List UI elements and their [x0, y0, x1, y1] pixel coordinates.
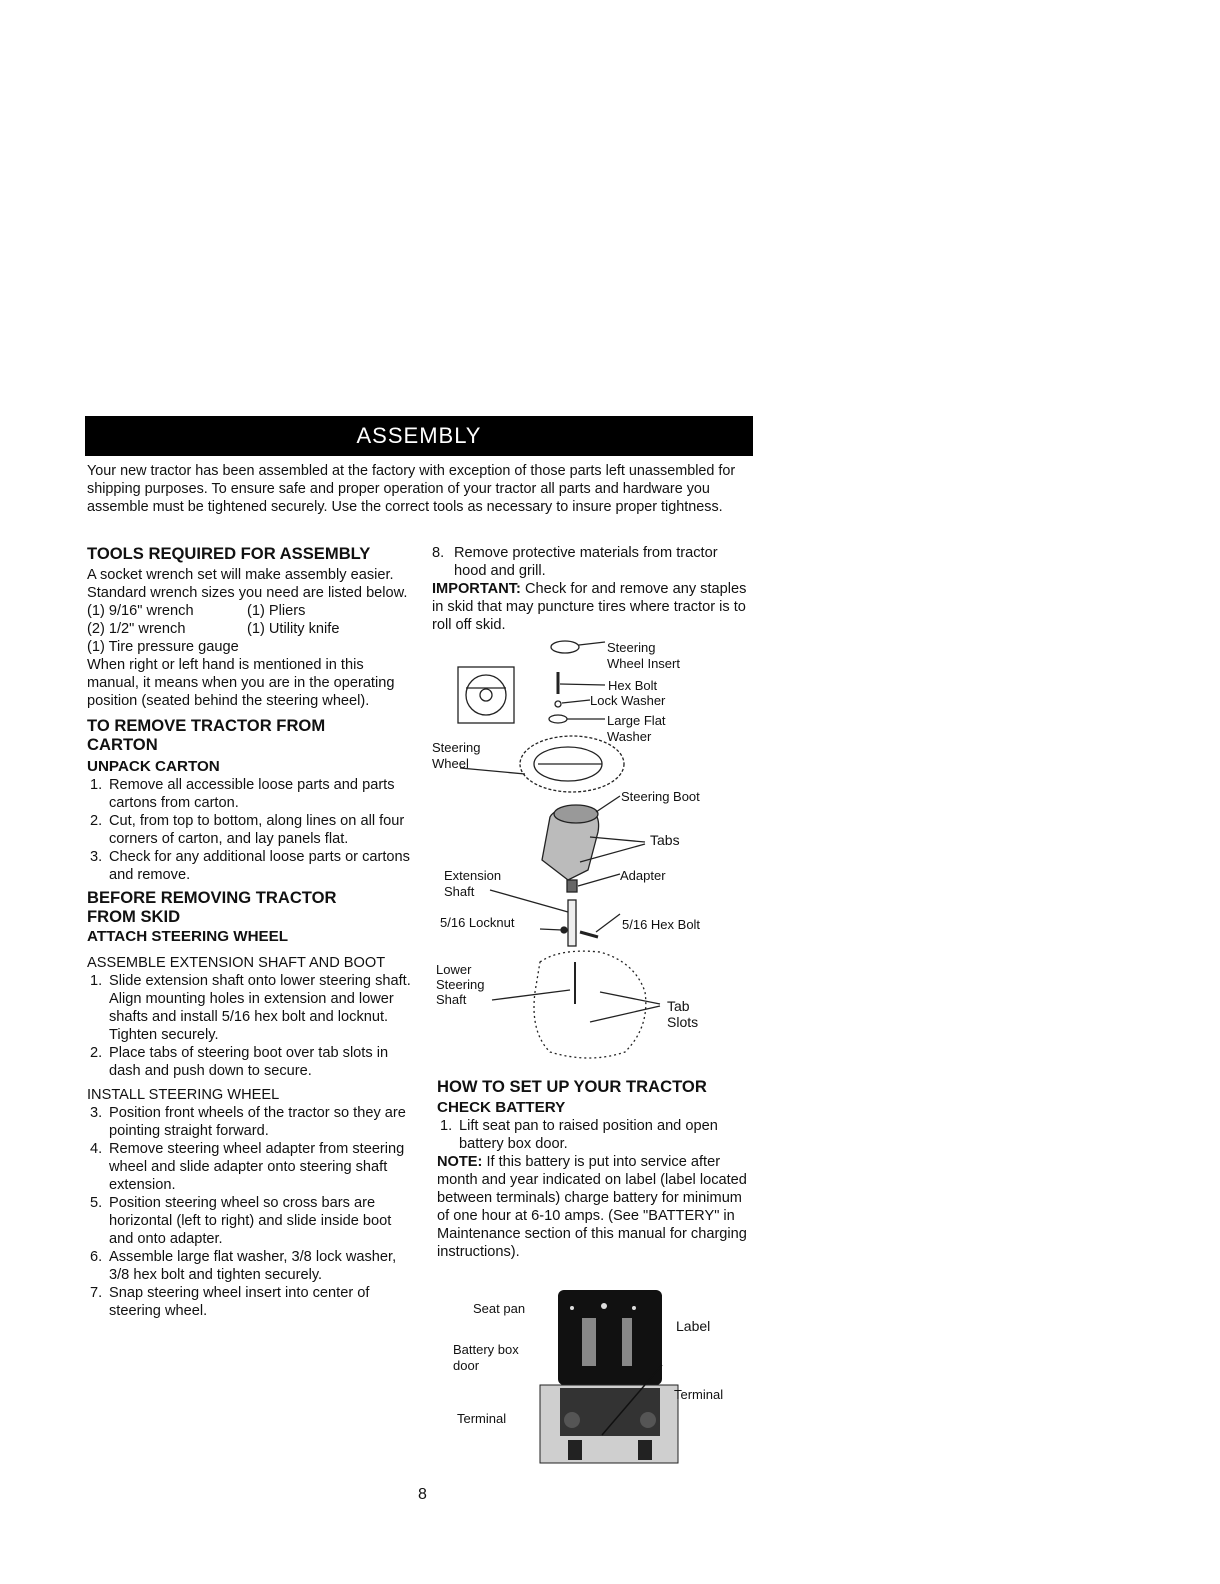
- tools-list: [87, 602, 412, 638]
- hand-note: When right or left hand is mentioned in this manual, it means when you are in the operating position (seated behind the steering wheel).: [87, 657, 395, 709]
- battery-heading: CHECK BATTERY: [437, 1099, 566, 1116]
- install-subheading: INSTALL STEERING WHEEL: [87, 1087, 280, 1103]
- label-locknut: 5/16 Locknut: [440, 915, 515, 930]
- tool-item: (1) 9/16" wrench: [87, 603, 194, 619]
- unpack-steps: [87, 776, 412, 884]
- label-large-flat-washer: Large Flat Washer: [607, 713, 666, 744]
- label-hex-bolt-516: 5/16 Hex Bolt: [622, 917, 701, 932]
- battery-diagram: [530, 1290, 690, 1475]
- label-label: Label: [676, 1318, 711, 1334]
- list-item: 3. Check for any additional loose parts or cartons and remove.: [90, 849, 410, 883]
- page-number: 8: [418, 1486, 427, 1503]
- setup-heading: HOW TO SET UP YOUR TRACTOR: [437, 1077, 707, 1096]
- right-column-top: [432, 544, 754, 634]
- right-column-bottom: [437, 1077, 755, 1261]
- label-steering-boot: Steering Boot: [621, 789, 700, 804]
- assemble-steps: [87, 972, 412, 1080]
- left-column: [87, 544, 412, 1320]
- label-lock-washer: Lock Washer: [590, 693, 666, 708]
- list-item: 2. Place tabs of steering boot over tab slots in dash and push down to secure.: [90, 1045, 389, 1079]
- tool-item: (1) Tire pressure gauge: [87, 639, 239, 655]
- section-banner: ASSEMBLY: [85, 416, 753, 456]
- tool-item: (1) Pliers: [247, 603, 306, 619]
- install-steps: [87, 1104, 412, 1320]
- important-note: [432, 580, 754, 634]
- label-steering-wheel-insert: Steering Wheel Insert: [607, 640, 680, 671]
- list-item: 1. Remove all accessible loose parts and parts cartons from carton.: [90, 777, 395, 811]
- list-item: 8. Remove protective materials from tractor hood and grill.: [432, 545, 718, 579]
- list-item: 6. Assemble large flat washer, 3/8 lock washer, 3/8 hex bolt and tighten securely.: [90, 1249, 397, 1283]
- label-tabs: Tabs: [650, 832, 680, 848]
- battery-note: [437, 1153, 755, 1261]
- before-heading: BEFORE REMOVING TRACTOR FROM SKID: [87, 888, 337, 926]
- important-label: IMPORTANT:: [432, 581, 521, 597]
- assemble-subheading: ASSEMBLE EXTENSION SHAFT AND BOOT: [87, 955, 386, 971]
- list-item: 4. Remove steering wheel adapter from steering wheel and slide adapter onto steering shaft extension.: [90, 1141, 405, 1193]
- unpack-heading: UNPACK CARTON: [87, 758, 220, 775]
- list-item: 1. Slide extension shaft onto lower steering shaft. Align mounting holes in extension and lower shafts and install 5/16 hex bolt and locknut. Tighten securely.: [90, 973, 411, 1043]
- label-hex-bolt: Hex Bolt: [608, 678, 658, 693]
- label-seat-pan: Seat pan: [473, 1301, 526, 1316]
- tools-intro: A socket wrench set will make assembly easier. Standard wrench sizes you need are listed below.: [87, 567, 408, 601]
- list-item: 2. Cut, from top to bottom, along lines on all four corners of carton, and lay panels flat.: [90, 813, 405, 847]
- insert-shape: [551, 641, 579, 653]
- list-item: 1. Lift seat pan to raised position and open battery box door.: [440, 1118, 718, 1152]
- battery-steps: [437, 1117, 755, 1153]
- list-item: 3. Position front wheels of the tractor so they are pointing straight forward.: [90, 1105, 406, 1139]
- label-extension-shaft: Extension Shaft: [444, 868, 502, 899]
- remove-heading: TO REMOVE TRACTOR FROM CARTON: [87, 716, 326, 754]
- tools-heading: TOOLS REQUIRED FOR ASSEMBLY: [87, 544, 371, 563]
- label-tab-slots: Tab Slots: [667, 998, 699, 1030]
- tool-item: (2) 1/2" wrench: [87, 621, 186, 637]
- label-lower-steering-shaft: Lower Steering Shaft: [436, 962, 485, 1007]
- label-steering-wheel: Steering Wheel: [432, 740, 481, 771]
- label-terminal-left: Terminal: [457, 1411, 507, 1426]
- intro-paragraph: Your new tractor has been assembled at the factory with exception of those parts left unassembled for shipping purposes. To ensure safe and proper operation of your tractor all parts and hardware you assemble must be tightened securely. Use the correct tools as necessary to insure proper tightness.: [87, 463, 736, 515]
- list-item: 5. Position steering wheel so cross bars are horizontal (left to right) and slide inside boot and onto adapter.: [90, 1195, 392, 1247]
- important-text: Check for and remove any staples in skid that may puncture tires where tractor is to roll off skid.: [432, 581, 747, 633]
- step-8: [432, 544, 754, 580]
- attach-heading: ATTACH STEERING WHEEL: [87, 928, 289, 945]
- label-adapter: Adapter: [620, 868, 666, 883]
- tool-item: (1) Utility knife: [247, 621, 340, 637]
- label-battery-box-door: Battery box door: [453, 1342, 519, 1373]
- label-terminal-right: Terminal: [674, 1387, 724, 1402]
- note-label: NOTE:: [437, 1154, 483, 1170]
- note-text: If this battery is put into service after month and year indicated on label (label located between terminals) charge battery for minimum of one hour at 6-10 amps. (See "BATTERY" in Maintenance section of this manual for charging instructions).: [437, 1154, 747, 1260]
- list-item: 7. Snap steering wheel insert into center of steering wheel.: [90, 1285, 370, 1319]
